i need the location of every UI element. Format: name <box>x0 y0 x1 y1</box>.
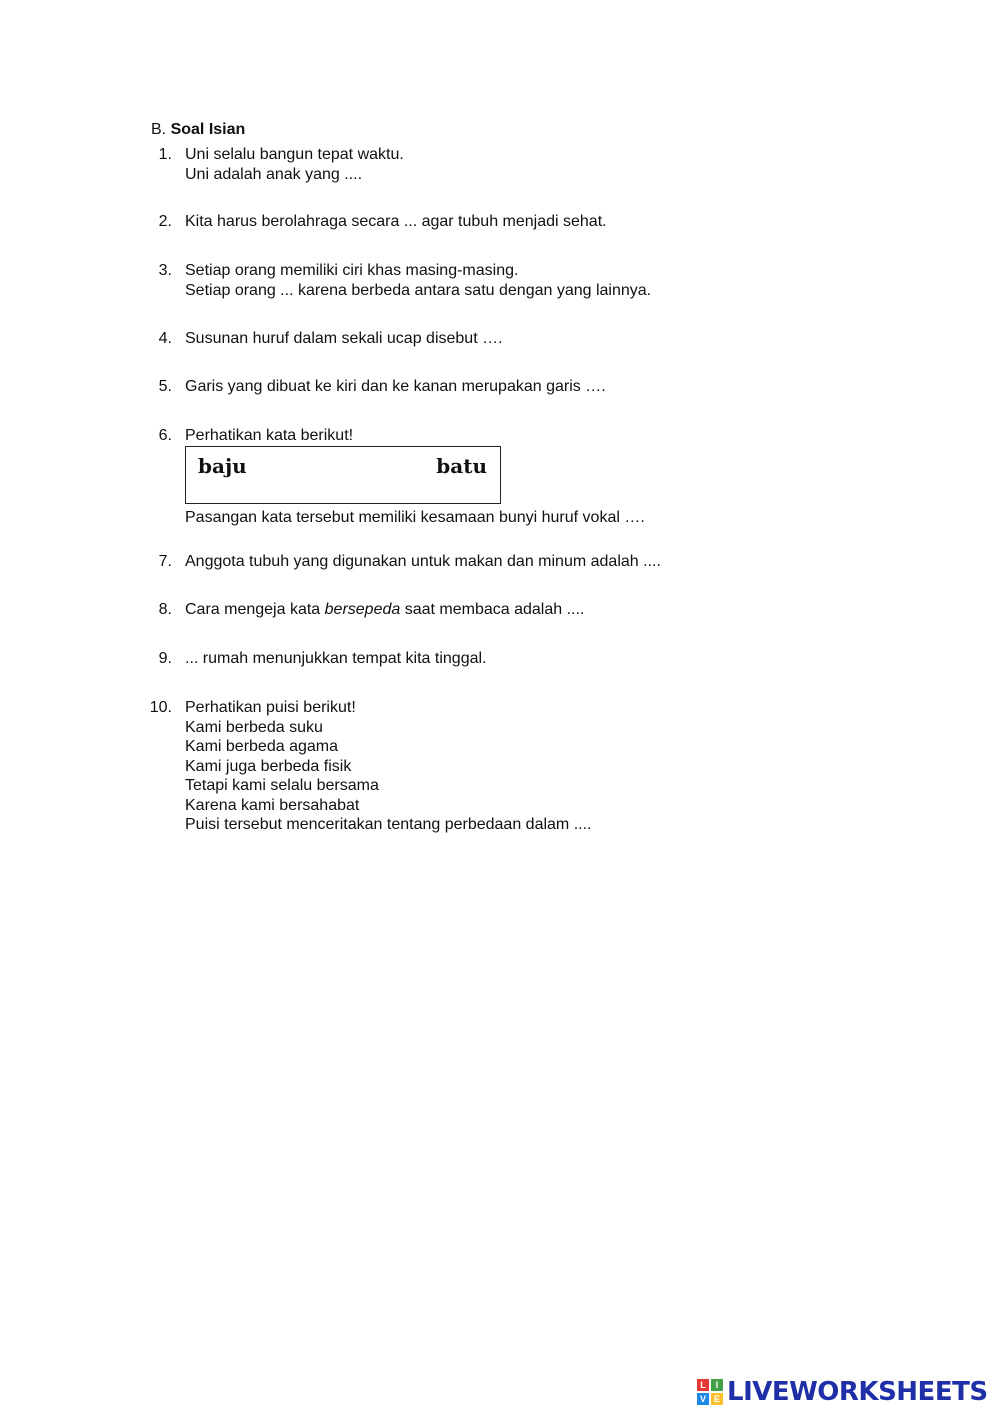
question-number: 7. <box>158 553 172 570</box>
question-text: Setiap orang ... karena berbeda antara satu dengan yang lainnya. <box>185 281 652 299</box>
logo-letter: L <box>697 1379 709 1391</box>
question-10 <box>140 698 840 835</box>
text-before: Cara mengeja kata <box>185 601 325 618</box>
question-text: Uni adalah anak yang .... <box>185 165 363 183</box>
italic-word: bersepeda <box>324 601 401 618</box>
logo-letter: E <box>711 1393 723 1405</box>
question-number: 10. <box>149 699 172 716</box>
poem-line: Kami berbeda suku <box>185 718 323 736</box>
question-9 <box>140 649 840 669</box>
question-number: 4. <box>158 330 172 347</box>
question-number: 3. <box>158 262 172 279</box>
question-text: Pasangan kata tersebut memiliki kesamaan bunyi huruf vokal …. <box>185 508 645 526</box>
question-text: Perhatikan kata berikut! <box>185 427 354 444</box>
question-5 <box>140 377 840 397</box>
question-1 <box>140 145 840 184</box>
question-text: ... rumah menunjukkan tempat kita tinggal. <box>185 650 487 667</box>
section-title: Soal Isian <box>170 121 246 138</box>
logo-letter: I <box>711 1379 723 1391</box>
poem-line: Tetapi kami selalu bersama <box>185 777 379 794</box>
poem-line: Kami juga berbeda fisik <box>185 757 352 775</box>
question-text: Setiap orang memiliki ciri khas masing-masing. <box>185 262 519 279</box>
question-7 <box>140 552 840 572</box>
logo-mark-icon <box>697 1379 723 1405</box>
question-2 <box>140 212 840 232</box>
question-number: 1. <box>158 146 172 163</box>
question-text <box>185 600 840 620</box>
word-batu: batu <box>436 453 487 478</box>
question-number: 6. <box>158 427 172 444</box>
question-text: Susunan huruf dalam sekali ucap disebut …. <box>185 330 503 347</box>
poem-line: Kami berbeda agama <box>185 738 338 755</box>
poem-line: Karena kami bersahabat <box>185 796 360 814</box>
question-number: 9. <box>158 650 172 667</box>
question-text: Garis yang dibuat ke kiri dan ke kanan merupakan garis …. <box>185 378 606 395</box>
liveworksheets-logo <box>697 1377 988 1407</box>
section-letter: B. <box>151 121 167 138</box>
question-text: Uni selalu bangun tepat waktu. <box>185 146 404 163</box>
question-6 <box>140 426 840 527</box>
question-4 <box>140 329 840 349</box>
question-text: Anggota tubuh yang digunakan untuk makan dan minum adalah .... <box>185 553 661 570</box>
question-number: 2. <box>158 213 172 230</box>
question-number: 8. <box>158 601 172 618</box>
question-8 <box>140 600 840 620</box>
question-3 <box>140 261 840 300</box>
logo-letter: V <box>697 1393 709 1405</box>
question-text: Puisi tersebut menceritakan tentang perbedaan dalam .... <box>185 816 592 833</box>
question-number: 5. <box>158 378 172 395</box>
word-pair-box <box>185 446 501 504</box>
question-text: Perhatikan puisi berikut! <box>185 699 356 716</box>
section-heading <box>151 121 245 139</box>
word-baju: baju <box>198 453 247 478</box>
question-text: Kita harus berolahraga secara ... agar tubuh menjadi sehat. <box>185 213 607 230</box>
text-after: saat membaca adalah .... <box>400 601 585 618</box>
brand-name: LIVEWORKSHEETS <box>727 1377 988 1407</box>
